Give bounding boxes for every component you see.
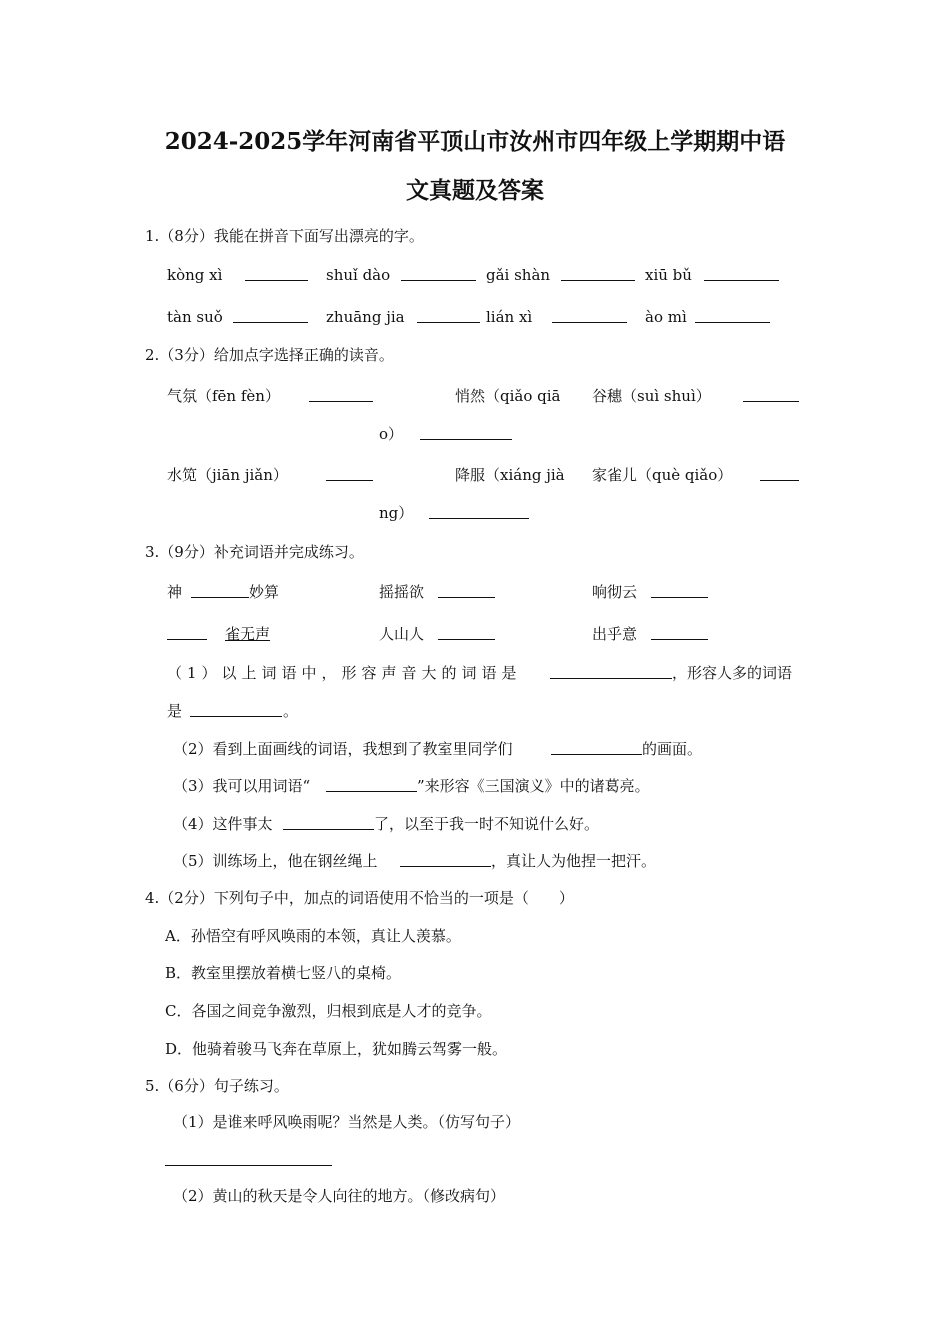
q1-pinyin-8: ào mì — [645, 308, 687, 326]
q4-option-d[interactable]: D．他骑着骏马飞奔在草原上，犹如腾云驾雾一般。 — [165, 1040, 508, 1058]
q1-pinyin-3: gǎi shàn — [486, 266, 551, 284]
q1-pinyin-4: xiū bǔ — [645, 266, 692, 284]
q1-answer-blank[interactable] — [233, 322, 308, 323]
q3-answer-blank[interactable] — [400, 866, 491, 867]
q3-word-blank[interactable] — [651, 597, 708, 598]
q1-answer-blank[interactable] — [561, 280, 635, 281]
q3-word-blank[interactable] — [167, 639, 207, 640]
q5-sub-1-text: （1）是谁来呼风唤雨呢？当然是人类。（仿写句子） — [173, 1113, 521, 1131]
q2-answer-blank[interactable] — [743, 401, 799, 402]
q3-answer-blank[interactable] — [283, 829, 374, 830]
q3-word-blank[interactable] — [438, 597, 495, 598]
q1-answer-blank[interactable] — [401, 280, 476, 281]
q3-word-1-suffix: 妙算 — [249, 583, 280, 601]
q2-item-e: 降服（xiáng jià — [455, 466, 565, 484]
q3-word-2: 摇摇欲 — [379, 583, 425, 601]
q1-pinyin-2: shuǐ dào — [326, 266, 391, 284]
q3-answer-blank[interactable] — [551, 754, 642, 755]
q3-sub-4-text: （4）这件事太 — [173, 815, 273, 833]
q2-answer-blank[interactable] — [326, 480, 373, 481]
q1-pinyin-1: kòng xì — [167, 266, 223, 284]
q3-answer-blank[interactable] — [550, 678, 672, 679]
q4-option-b[interactable]: B．教室里摆放着横七竖八的桌椅。 — [165, 964, 402, 982]
q1-pinyin-6: zhuāng jia — [326, 308, 405, 326]
q3-sub-1-text-b: ，形容人多的词语 — [672, 664, 793, 682]
q3-sub-5-text-b: ，真让人为他捏一把汗。 — [491, 852, 657, 870]
q2-answer-blank[interactable] — [420, 439, 512, 440]
q2-item-c: 谷穗（suì shuì） — [592, 387, 711, 405]
q1-answer-blank[interactable] — [245, 280, 308, 281]
q5-heading: 5.（6分）句子练习。 — [145, 1077, 289, 1095]
q2-answer-blank[interactable] — [760, 480, 799, 481]
q3-sub-2-text: （2）看到上面画线的词语，我想到了教室里同学们 — [173, 740, 513, 758]
q2-answer-blank[interactable] — [429, 518, 529, 519]
q3-sub-1-text: （1）以上词语中，形容声音大的词语是 — [167, 664, 522, 682]
q3-sub-2-text-b: 的画面。 — [642, 740, 703, 758]
q3-word-4-underlined: 雀无声 — [225, 625, 271, 643]
q2-item-a: 气氛（fēn fèn） — [167, 387, 280, 405]
q2-item-b: 悄然（qiǎo qiā — [455, 387, 561, 405]
page-title-line-2: 文真题及答案 — [406, 177, 544, 204]
q4-option-a[interactable]: A．孙悟空有呼风唤雨的本领，真让人羡慕。 — [165, 927, 461, 945]
q3-word-blank[interactable] — [438, 639, 495, 640]
q5-sub-2-text: （2）黄山的秋天是令人向往的地方。（修改病句） — [173, 1187, 506, 1205]
q3-sub-3-text: （3）我可以用词语“ — [173, 777, 311, 795]
q2-item-b-cont: o） — [379, 425, 404, 443]
q2-item-e-cont: ng） — [379, 504, 414, 522]
q3-answer-blank[interactable] — [190, 716, 282, 717]
q3-answer-blank[interactable] — [326, 791, 417, 792]
q3-sub-4-text-b: 了，以至于我一时不知说什么好。 — [374, 815, 600, 833]
q3-sub-3-text-b: ”来形容《三国演义》中的诸葛亮。 — [417, 777, 650, 795]
q5-answer-line[interactable] — [165, 1165, 332, 1166]
q4-heading: 4.（2分）下列句子中，加点的词语使用不恰当的一项是（ ） — [145, 889, 574, 907]
q3-word-blank[interactable] — [651, 639, 708, 640]
q3-sub-1-text-d: 。 — [283, 702, 299, 720]
q3-word-1-prefix: 神 — [167, 583, 183, 601]
q2-item-f: 家雀儿（què qiǎo） — [592, 466, 733, 484]
q2-answer-blank[interactable] — [309, 401, 373, 402]
q2-item-d: 水笕（jiān jiǎn） — [167, 466, 288, 484]
q1-answer-blank[interactable] — [417, 322, 480, 323]
q3-word-6: 出乎意 — [592, 625, 638, 643]
q2-heading: 2.（3分）给加点字选择正确的读音。 — [145, 346, 394, 364]
q3-word-5: 人山人 — [379, 625, 425, 643]
q1-answer-blank[interactable] — [695, 322, 770, 323]
q1-pinyin-5: tàn suǒ — [167, 308, 223, 326]
q3-word-3: 响彻云 — [592, 583, 638, 601]
q3-heading: 3.（9分）补充词语并完成练习。 — [145, 543, 364, 561]
page-title-line-1: 2024-2025学年河南省平顶山市汝州市四年级上学期期中语 — [164, 128, 786, 155]
q1-answer-blank[interactable] — [552, 322, 627, 323]
q3-sub-1-text-c: 是 — [167, 702, 183, 720]
q3-sub-5-text: （5）训练场上，他在钢丝绳上 — [173, 852, 378, 870]
q1-heading: 1.（8分）我能在拼音下面写出漂亮的字。 — [145, 227, 424, 245]
q4-option-c[interactable]: C．各国之间竞争激烈，归根到底是人才的竞争。 — [165, 1002, 492, 1020]
q3-word-blank[interactable] — [191, 597, 249, 598]
q1-answer-blank[interactable] — [704, 280, 779, 281]
q1-pinyin-7: lián xì — [486, 308, 533, 326]
